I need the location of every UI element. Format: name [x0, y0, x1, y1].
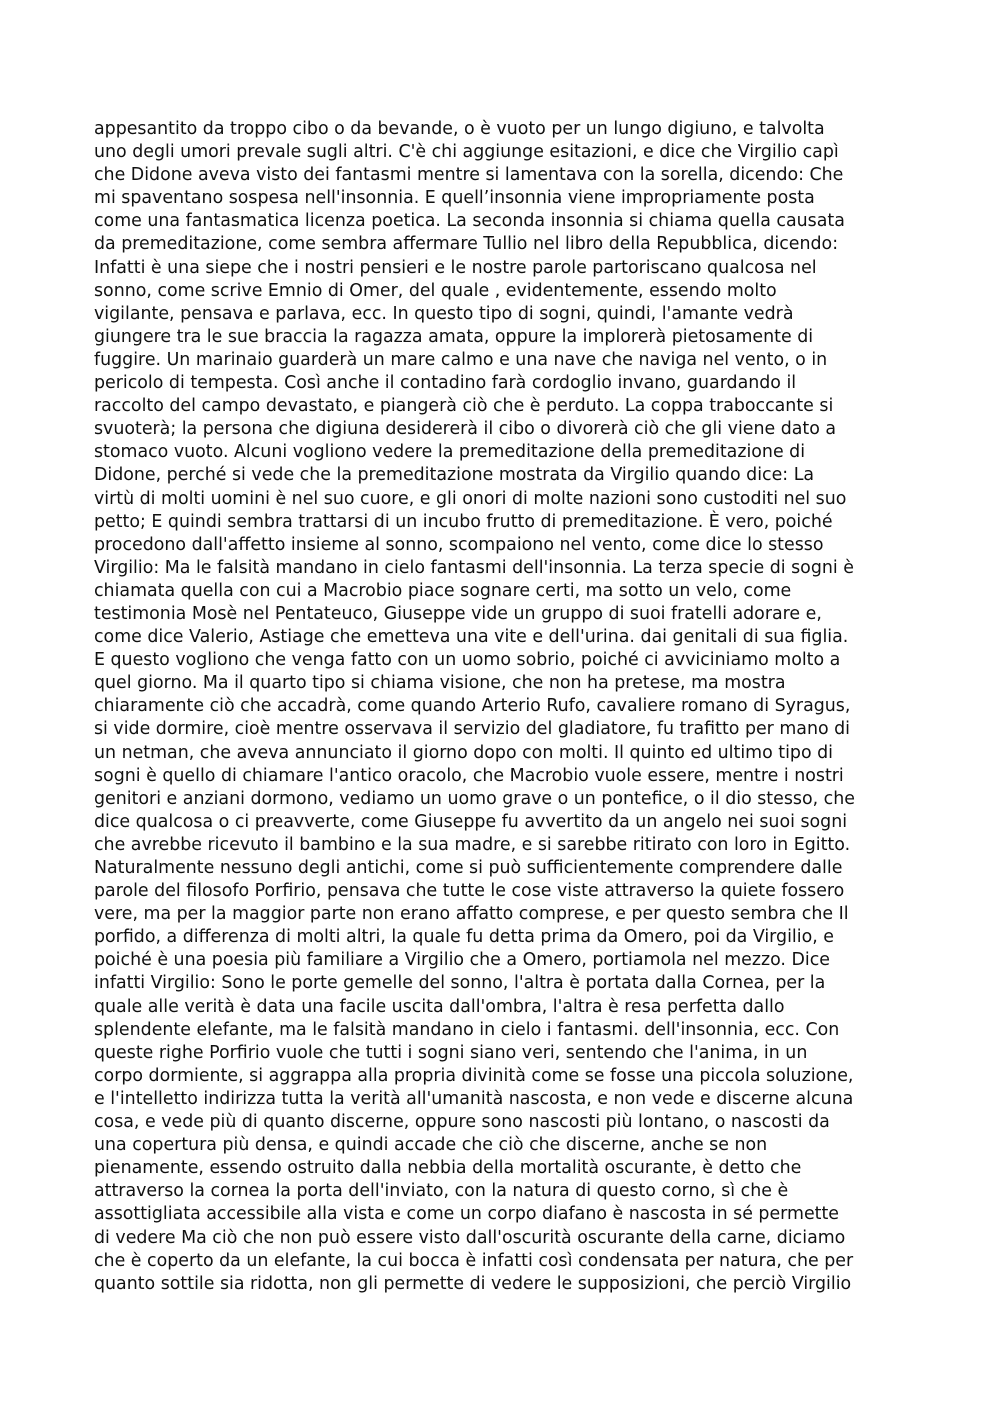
text-line: stomaco vuoto. Alcuni vogliono vedere la premeditazione della premeditazione di	[94, 442, 806, 463]
text-line: attraverso la cornea la porta dell'inviato, con la natura di questo corno, sì che è	[94, 1181, 789, 1202]
text-line: porfido, a differenza di molti altri, la quale fu detta prima da Omero, poi da Virgilio, e	[94, 927, 834, 948]
text-line: chiaramente ciò che accadrà, come quando Arterio Rufo, cavaliere romano di Syragus,	[94, 696, 851, 717]
text-line: infatti Virgilio: Sono le porte gemelle del sonno, l'altra è portata dalla Cornea, per la	[94, 973, 826, 994]
text-line: petto; E quindi sembra trattarsi di un incubo frutto di premeditazione. È vero, poiché	[94, 511, 833, 532]
text-line: quale alle verità è data una facile uscita dall'ombra, l'altra è resa perfetta dallo	[94, 996, 785, 1017]
text-line: e l'intelletto indirizza tutta la verità all'umanità nascosta, e non vede e discerne alcuna	[94, 1088, 854, 1109]
text-line: genitori e anziani dormono, vediamo un uomo grave o un pontefice, o il dio stesso, che	[94, 788, 855, 809]
text-line: poiché è una poesia più familiare a Virgilio che a Omero, portiamola nel mezzo. Dice	[94, 950, 830, 971]
text-line: che Didone aveva visto dei fantasmi mentre si lamentava con la sorella, dicendo: Che	[94, 165, 844, 186]
text-line: svuoterà; la persona che digiuna desidererà il cibo o divorerà ciò che gli viene dato a	[94, 419, 837, 440]
text-line: pericolo di tempesta. Così anche il contadino farà cordoglio invano, guardando il	[94, 373, 797, 394]
text-line: di vedere Ma ciò che non può essere visto dall'oscurità oscurante della carne, diciamo	[94, 1227, 846, 1248]
text-line: cosa, e vede più di quanto discerne, oppure sono nascosti più lontano, o nascosti da	[94, 1112, 830, 1133]
text-line: procedono dall'affetto insieme al sonno, scompaiono nel vento, come dice lo stesso	[94, 534, 824, 555]
body-text	[94, 118, 914, 1296]
text-line: che è coperto da un elefante, la cui bocca è infatti così condensata per natura, che per	[94, 1250, 854, 1271]
text-line: giungere tra le sue braccia la ragazza amata, oppure la implorerà pietosamente di	[94, 326, 814, 347]
text-line: splendente elefante, ma le falsità mandano in cielo i fantasmi. dell'insonnia, ecc. Con	[94, 1019, 840, 1040]
text-line: parole del filosofo Porfirio, pensava che tutte le cose viste attraverso la quiete fossero	[94, 881, 845, 902]
text-line: pienamente, essendo ostruito dalla nebbia della mortalità oscurante, è detto che	[94, 1158, 802, 1179]
text-line: virtù di molti uomini è nel suo cuore, e gli onori di molte nazioni sono custoditi nel suo	[94, 488, 847, 509]
text-line: Infatti è una siepe che i nostri pensieri e le nostre parole partoriscano qualcosa nel	[94, 257, 817, 278]
text-line: si vide dormire, cioè mentre osservava il servizio del gladiatore, fu trafitto per mano di	[94, 719, 851, 740]
text-line: quanto sottile sia ridotta, non gli permette di vedere le supposizioni, che perciò Virgilio	[94, 1273, 852, 1294]
text-line: sonno, come scrive Emnio di Omer, del quale , evidentemente, essendo molto	[94, 280, 777, 301]
text-line: testimonia Mosè nel Pentateuco, Giuseppe vide un gruppo di suoi fratelli adorare e,	[94, 603, 822, 624]
text-line: come una fantasmatica licenza poetica. La seconda insonnia si chiama quella causata	[94, 211, 845, 232]
text-line: corpo dormiente, si aggrappa alla propria divinità come se fosse una piccola soluzione,	[94, 1065, 854, 1086]
text-line: Naturalmente nessuno degli antichi, come si può sufficientemente comprendere dalle	[94, 858, 843, 878]
text-line: assottigliata accessibile alla vista e come un corpo diafano è nascosta in sé permette	[94, 1204, 839, 1225]
text-line: che avrebbe ricevuto il bambino e la sua madre, e si sarebbe ritirato con loro in Egitto.	[94, 834, 851, 855]
text-line: queste righe Porfirio vuole che tutti i sogni siano veri, sentendo che l'anima, in un	[94, 1042, 808, 1063]
text-line: sogni è quello di chiamare l'antico oracolo, che Macrobio vuole essere, mentre i nostri	[94, 765, 844, 786]
text-line: un netman, che aveva annunciato il giorno dopo con molti. Il quinto ed ultimo tipo di	[94, 742, 833, 763]
text-line: appesantito da troppo cibo o da bevande, o è vuoto per un lungo digiuno, e talvolta	[94, 119, 825, 139]
text-line: come dice Valerio, Astiage che emetteva una vite e dell'urina. dai genitali di sua figlia.	[94, 627, 849, 648]
text-line: vere, ma per la maggior parte non erano affatto comprese, e per questo sembra che Il	[94, 904, 849, 925]
text-line: Didone, perché si vede che la premeditazione mostrata da Virgilio quando dice: La	[94, 465, 815, 486]
text-line: da premeditazione, come sembra affermare Tullio nel libro della Repubblica, dicendo:	[94, 234, 839, 255]
text-line: Virgilio: Ma le falsità mandano in cielo fantasmi dell'insonnia. La terza specie di sogni è	[94, 557, 854, 578]
text-line: chiamata quella con cui a Macrobio piace sognare certi, ma sotto un velo, come	[94, 580, 792, 601]
text-line: dice qualcosa o ci preavverte, come Giuseppe fu avvertito da un angelo nei suoi sogni	[94, 811, 848, 832]
text-line: una copertura più densa, e quindi accade che ciò che discerne, anche se non	[94, 1135, 768, 1156]
text-line: raccolto del campo devastato, e piangerà ciò che è perduto. La coppa traboccante si	[94, 396, 834, 417]
text-line: mi spaventano sospesa nell'insonnia. E quell’insonnia viene impropriamente posta	[94, 188, 815, 209]
text-line: fuggire. Un marinaio guarderà un mare calmo e una nave che naviga nel vento, o in	[94, 349, 828, 370]
text-line: E questo vogliono che venga fatto con un uomo sobrio, poiché ci avviciniamo molto a	[94, 650, 841, 671]
text-line: uno degli umori prevale sugli altri. C'è chi aggiunge esitazioni, e dice che Virgilio capì	[94, 142, 839, 163]
text-line: vigilante, pensava e parlava, ecc. In questo tipo di sogni, quindi, l'amante vedrà	[94, 303, 794, 324]
text-line: quel giorno. Ma il quarto tipo si chiama visione, che non ha pretese, ma mostra	[94, 673, 786, 694]
